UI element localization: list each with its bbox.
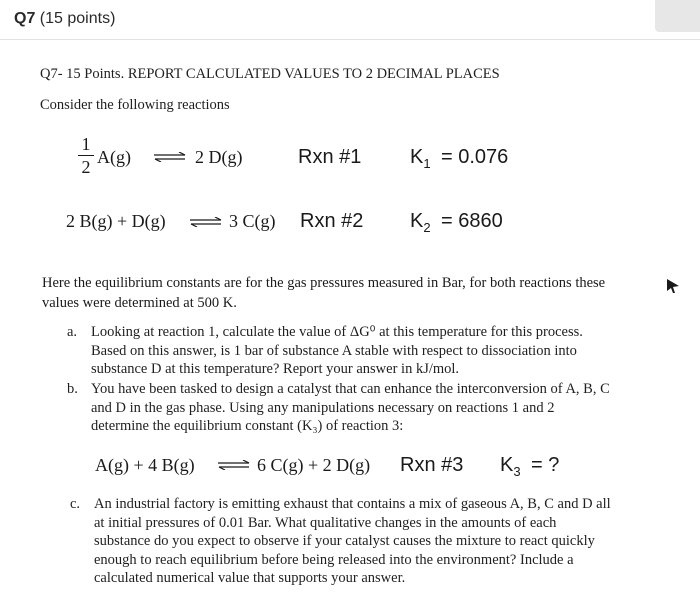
paragraph-line: Here the equilibrium constants are for the gas pressures measured in Bar, for both reactions these [42,275,606,291]
instructions-line: Q7- 15 Points. REPORT CALCULATED VALUES TO 2 DECIMAL PLACES [40,66,500,82]
part-line: at initial pressures of 0.01 Bar. What qualitative changes in the amounts of each [94,514,557,531]
collapse-toggle-button[interactable] [655,0,700,32]
rxn3-k-label: $K_3$ [500,454,521,479]
question-header [0,0,700,40]
part-line: Based on this answer, is 1 bar of substance A stable with respect to dissociation into [91,342,577,359]
part-line: substance D at this temperature? Report your answer in kJ/mol. [91,361,460,377]
part-line: determine the equilibrium constant (K₃) of reaction 3: [91,418,404,434]
part-line: enough to reach equilibrium before being released into the environment? Include a [94,551,574,568]
part-line: An industrial factory is emitting exhaust that contains a mix of gaseous A, B, C and D all [94,496,611,512]
paragraph-line: values were determined at 500 K. [42,295,237,311]
rxn3-products: 6 C(g) + 2 D(g) [257,455,371,475]
equilibrium-arrow-icon [216,460,252,470]
rxn1-products: 2 D(g) [195,147,243,167]
part-marker: c. [70,496,81,512]
rxn3-k-value: = ? [531,454,560,476]
rxn3-reactants: A(g) + 4 B(g) [95,455,195,475]
rxn3-label: Rxn #3 [400,454,464,476]
rxn1-k-value: = 0.076 [441,146,509,168]
fraction-bar [78,155,94,156]
part-line: and D in the gas phase. Using any manipulations necessary on reactions 1 and 2 [91,399,555,416]
conditions-paragraph [42,273,662,313]
consider-reactions-line: Consider the following reactions [40,97,230,113]
part-line: Looking at reaction 1, calculate the value of ΔG⁰ at this temperature for this process. [91,324,583,340]
rxn2-reactants: 2 B(g) + D(g) [66,211,166,231]
rxn2-products: 3 C(g) [229,211,276,231]
part-line: substance do you expect to observe if your catalyst causes the mixture to react quickly [94,533,595,549]
equilibrium-arrow-icon [188,217,224,227]
part-line: You have been tasked to design a catalyst that can enhance the interconversion of A, B, C [91,381,610,397]
equilibrium-arrow-icon [152,152,188,162]
question-label: Q7 [14,10,36,27]
rxn2-k-value: = 6860 [441,210,503,232]
rxn1-label: Rxn #1 [298,146,362,168]
rxn2-label: Rxn #2 [300,210,364,232]
part-marker: b. [67,381,78,397]
one-half-coefficient [78,134,94,177]
rxn1-k-label: $K_1$ [410,146,431,171]
fraction-numerator: 1 [81,134,91,154]
part-line: calculated numerical value that supports your answer. [94,570,406,586]
rxn2-k-label: $K_2$ [410,210,431,235]
question-points: (15 points) [39,10,116,27]
rxn1-reactants: A(g) [97,147,131,167]
part-marker: a. [67,324,78,340]
question-title [14,10,115,28]
mouse-cursor-icon [666,278,680,299]
fraction-denominator: 2 [81,157,91,177]
